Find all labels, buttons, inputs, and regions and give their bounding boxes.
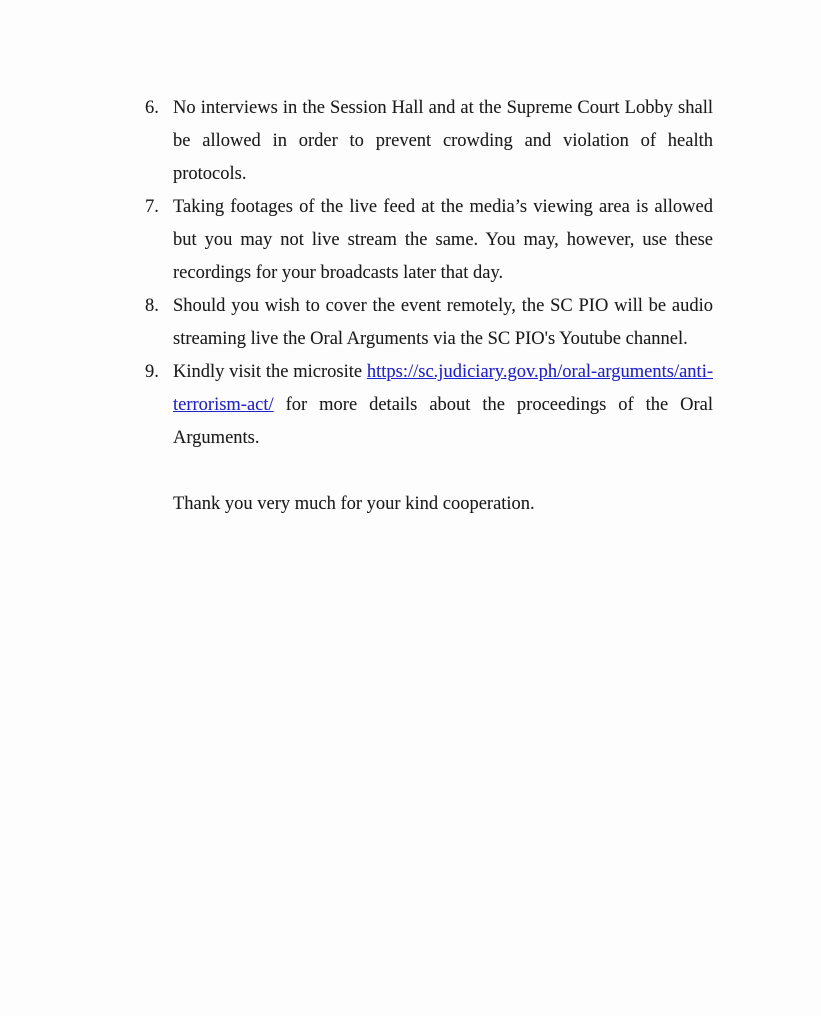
item-text: Should you wish to cover the event remotely, the SC PIO will be audio streaming live the Oral Arguments via the SC PIO's Youtube channel. — [173, 296, 713, 349]
item-text-prefix: Kindly visit the microsite — [173, 362, 367, 382]
list-item-9 — [145, 356, 713, 455]
closing-text: Thank you very much for your kind cooperation. — [173, 494, 535, 514]
item-number: 8. — [145, 296, 159, 316]
item-text — [173, 356, 713, 455]
list-item-8 — [145, 290, 713, 356]
item-text-suffix: for more details about the proceedings of the Oral Arguments. — [173, 395, 713, 448]
microsite-link[interactable]: https://sc.judiciary.gov.ph/oral-arguments/anti-terrorism-act/ — [173, 362, 713, 415]
notice-body — [145, 92, 713, 521]
list-item-6 — [145, 92, 713, 191]
list-item-7 — [145, 191, 713, 290]
item-number: 6. — [145, 98, 159, 118]
item-text: Taking footages of the live feed at the media’s viewing area is allowed but you may not live stream the same. You may, however, use these recordings for your broadcasts later that day. — [173, 197, 713, 283]
item-text: No interviews in the Session Hall and at the Supreme Court Lobby shall be allowed in order to prevent crowding and violation of health protocols. — [173, 98, 713, 184]
item-number: 9. — [145, 362, 159, 382]
item-number: 7. — [145, 197, 159, 217]
